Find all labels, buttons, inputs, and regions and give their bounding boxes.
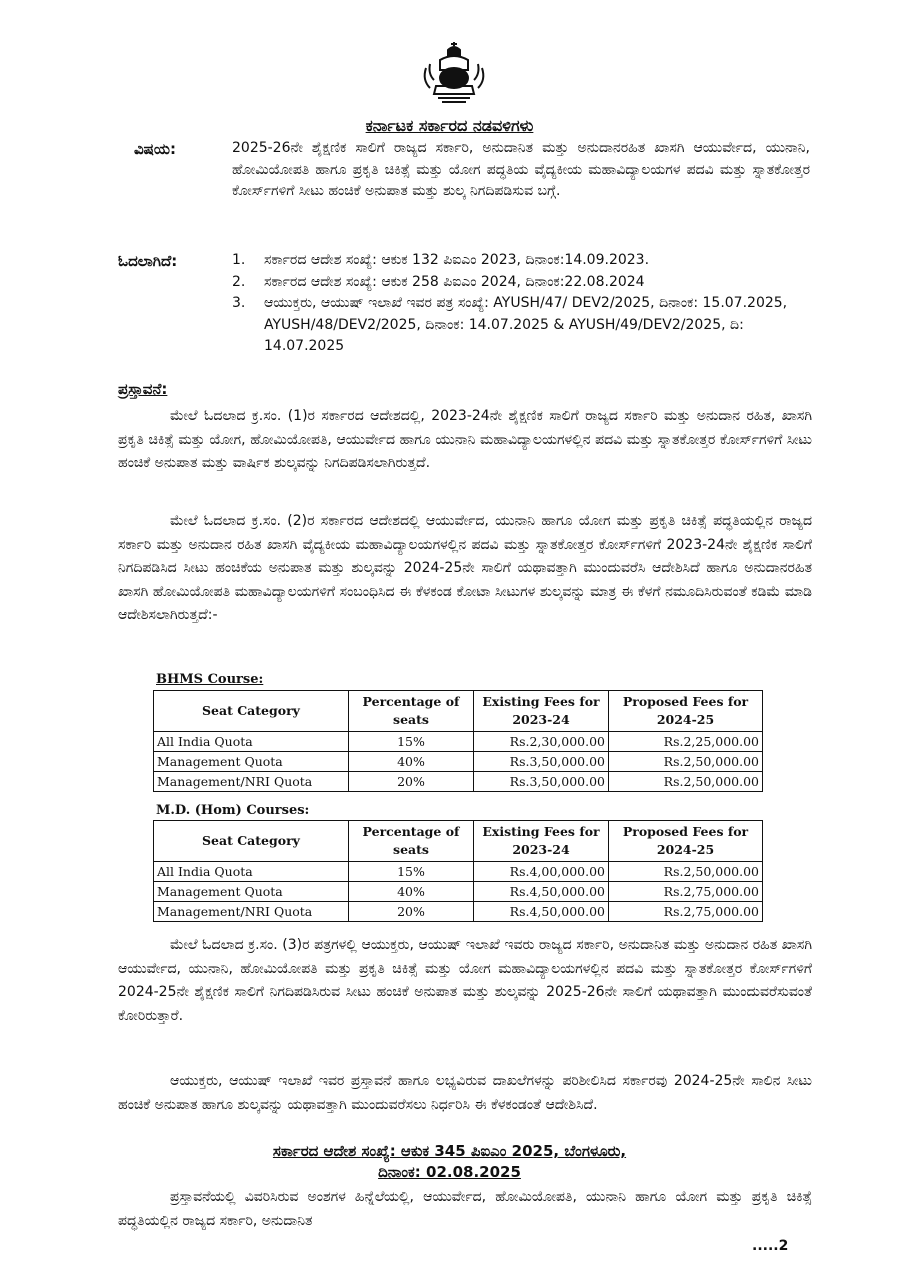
table-cell: All India Quota — [154, 862, 349, 882]
paragraph-text: ಮೇಲೆ ಓದಲಾದ ಕ್ರ.ಸಂ. (2)ರ ಸರ್ಕಾರದ ಆದೇಶದಲ್ಲಿ ಆಯುರ್ವೇದ, ಯುನಾನಿ ಹಾಗೂ ಯೋಗ ಮತ್ತು ಪ್ರಕೃತಿ ಚಿಕಿತ್ಸೆ ಪದ್ಧತಿಯಲ್ಲಿನ ರಾಜ್ಯದ ಸರ್ಕಾರಿ ಮತ್ತು ಅನುದಾನ ರಹಿತ ಖಾಸಗಿ ವೈದ್ಯಕೀಯ ಮಹಾವಿದ್ಯಾಲಯಗಳಲ್ಲಿನ ಪದವಿ ಮತ್ತು ಸ್ನಾತಕೋತ್ತರ ಕೋರ್ಸ್‌ಗಳಿಗೆ 2023-24ನೇ ಶೈಕ್ಷಣಿಕ ಸಾಲಿಗೆ ನಿಗದಿಪಡಿಸಿದ ಸೀಟು ಹಂಚಿಕೆಯ ಅನುಪಾತ ಮತ್ತು ಶುಲ್ಕವನ್ನು 2024-25ನೇ ಸಾಲಿಗೆ ಯಥಾವತ್ತಾಗಿ ಮುಂದುವರೆಸಿ ಆದೇಶಿಸಿದೆ ಹಾಗೂ ಅನುದಾನರಹಿತ ಖಾಸಗಿ ಹೋಮಿಯೋಪತಿ ಮಹಾವಿದ್ಯಾಲಯಗಳಿಗೆ ಸಂಬಂಧಿಸಿದ ಈ ಕೆಳಕಂಡ ಕೋಟಾ ಸೀಟುಗಳ ಶುಲ್ಕವನ್ನು ಮಾತ್ರ ಈ ಕೆಳಗೆ ನಮೂದಿಸಿರುವಂತೆ ಕಡಿಮೆ ಮಾಡಿ ಆದೇಶಿಸಲಾಗಿರುತ್ತದೆ:- — [118, 513, 812, 623]
column-header: Proposed Fees for 2024-25 — [609, 821, 763, 862]
reference-item — [232, 293, 812, 358]
column-header: Percentage of seats — [349, 691, 474, 732]
reference-text: ಸರ್ಕಾರದ ಆದೇಶ ಸಂಖ್ಯೆ: ಆಕುಕ 258 ಪಿಐಎಂ 2024, ದಿನಾಂಕ:22.08.2024 — [264, 273, 645, 290]
table-cell: Rs.2,50,000.00 — [609, 862, 763, 882]
reference-number: 2. — [232, 273, 246, 290]
table-row — [154, 772, 763, 792]
column-header: Existing Fees for 2023-24 — [474, 821, 609, 862]
table-row — [154, 882, 763, 902]
paragraph-text: ಪ್ರಸ್ತಾವನೆಯಲ್ಲಿ ವಿವರಿಸಿರುವ ಅಂಶಗಳ ಹಿನ್ನೆಲೆಯಲ್ಲಿ, ಆಯುರ್ವೇದ, ಹೋಮಿಯೋಪತಿ, ಯುನಾನಿ ಹಾಗೂ ಯೋಗ ಮತ್ತು ಪ್ರಕೃತಿ ಚಿಕಿತ್ಸೆ ಪದ್ಧತಿಯಲ್ಲಿನ ರಾಜ್ಯದ ಸರ್ಕಾರಿ, ಅನುದಾನಿತ — [118, 1189, 812, 1229]
table-cell: Rs.4,00,000.00 — [474, 862, 609, 882]
body-paragraph-3 — [118, 934, 812, 1028]
subject-label: ವಿಷಯ: — [134, 140, 176, 158]
table-cell: Rs.4,50,000.00 — [474, 902, 609, 922]
md-hom-fee-table — [153, 820, 763, 922]
reference-number: 3. — [232, 295, 246, 311]
table-cell: Management/NRI Quota — [154, 902, 349, 922]
reference-item — [232, 250, 812, 272]
order-number-heading: ಸರ್ಕಾರದ ಆದೇಶ ಸಂಖ್ಯೆ: ಆಕುಕ 345 ಪಿಐಎಂ 2025, ಬೆಂಗಳೂರು, — [272, 1142, 627, 1160]
table-cell: Rs.3,50,000.00 — [474, 772, 609, 792]
table-cell: Rs.2,25,000.00 — [609, 732, 763, 752]
bhms-table-title: BHMS Course: — [156, 672, 264, 687]
table-row — [154, 902, 763, 922]
reference-text: ಸರ್ಕಾರದ ಆದೇಶ ಸಂಖ್ಯೆ: ಆಕುಕ 132 ಪಿಐಎಂ 2023, ದಿನಾಂಕ:14.09.2023. — [264, 252, 650, 268]
table-row — [154, 862, 763, 882]
column-header: Existing Fees for 2023-24 — [474, 691, 609, 732]
table-cell: Rs.2,30,000.00 — [474, 732, 609, 752]
reference-text: ಆಯುಕ್ತರು, ಆಯುಷ್ ಇಲಾಖೆ ಇವರ ಪತ್ರ ಸಂಖ್ಯೆ: AYUSH/47/ DEV2/2025, ದಿನಾಂಕ: 15.07.2025, AYUSH/48/DEV2/2025, ದಿನಾಂಕ: 14.07.2025 & AYUSH/49/DEV2/2025, ದಿ: 14.07.2025 — [264, 295, 788, 354]
karnataka-emblem-icon — [418, 40, 490, 106]
preamble-paragraph-2 — [118, 510, 812, 628]
document-title: ಕರ್ನಾಟಕ ಸರ್ಕಾರದ ನಡವಳಿಗಳು — [365, 116, 534, 135]
bhms-fee-table — [153, 690, 763, 792]
table-cell: All India Quota — [154, 732, 349, 752]
references-list — [232, 250, 812, 358]
table-cell: 40% — [349, 882, 474, 902]
table-cell: Management Quota — [154, 882, 349, 902]
table-cell: Rs.2,50,000.00 — [609, 752, 763, 772]
references-label: ಓದಲಾಗಿದೆ: — [118, 252, 178, 270]
md-hom-table-title: M.D. (Hom) Courses: — [156, 803, 310, 818]
table-cell: Management Quota — [154, 752, 349, 772]
column-header: Percentage of seats — [349, 821, 474, 862]
table-cell: 15% — [349, 862, 474, 882]
body-paragraph-5 — [118, 1186, 812, 1233]
table-row — [154, 752, 763, 772]
table-cell: Management/NRI Quota — [154, 772, 349, 792]
reference-number: 1. — [232, 252, 246, 268]
preamble-paragraph-1 — [118, 405, 812, 476]
reference-item — [232, 272, 812, 294]
table-cell: 20% — [349, 772, 474, 792]
table-cell: 40% — [349, 752, 474, 772]
table-cell: Rs.2,75,000.00 — [609, 882, 763, 902]
table-row — [154, 732, 763, 752]
table-cell: Rs.4,50,000.00 — [474, 882, 609, 902]
table-cell: Rs.3,50,000.00 — [474, 752, 609, 772]
table-cell: 20% — [349, 902, 474, 922]
table-cell: Rs.2,50,000.00 — [609, 772, 763, 792]
column-header: Seat Category — [154, 691, 349, 732]
body-paragraph-4 — [118, 1070, 812, 1117]
paragraph-text: ಮೇಲೆ ಓದಲಾದ ಕ್ರ.ಸಂ. (3)ರ ಪತ್ರಗಳಲ್ಲಿ ಆಯುಕ್ತರು, ಆಯುಷ್ ಇಲಾಖೆ ಇವರು ರಾಜ್ಯದ ಸರ್ಕಾರಿ, ಅನುದಾನಿತ ಮತ್ತು ಅನುದಾನ ರಹಿತ ಖಾಸಗಿ ಆಯುರ್ವೇದ, ಯುನಾನಿ, ಹೋಮಿಯೋಪತಿ ಮತ್ತು ಪ್ರಕೃತಿ ಚಿಕಿತ್ಸೆ ಮತ್ತು ಯೋಗ ಮಹಾವಿದ್ಯಾಲಯಗಳಲ್ಲಿನ ಪದವಿ ಮತ್ತು ಸ್ನಾತಕೋತ್ತರ ಕೋರ್ಸ್‌ಗಳಿಗೆ 2024-25ನೇ ಶೈಕ್ಷಣಿಕ ಸಾಲಿಗೆ ನಿಗದಿಪಡಿಸಿರುವ ಸೀಟು ಹಂಚಿಕೆ ಅನುಪಾತ ಮತ್ತು ಶುಲ್ಕವನ್ನು 2025-26ನೇ ಸಾಲಿಗೆ ಯಥಾವತ್ತಾಗಿ ಮುಂದುವರೆಸುವಂತೆ ಕೋರಿರುತ್ತಾರೆ. — [118, 937, 812, 1024]
paragraph-text: ಆಯುಕ್ತರು, ಆಯುಷ್ ಇಲಾಖೆ ಇವರ ಪ್ರಸ್ತಾವನೆ ಹಾಗೂ ಲಭ್ಯವಿರುವ ದಾಖಲೆಗಳನ್ನು ಪರಿಶೀಲಿಸಿದ ಸರ್ಕಾರವು 2024-25ನೇ ಸಾಲಿನ ಸೀಟು ಹಂಚಿಕೆ ಅನುಪಾತ ಹಾಗೂ ಶುಲ್ಕವನ್ನು ಯಥಾವತ್ತಾಗಿ ಮುಂದುವರೆಸಲು ನಿರ್ಧರಿಸಿ ಈ ಕೆಳಕಂಡಂತೆ ಆದೇಶಿಸಿದೆ. — [118, 1073, 812, 1113]
preamble-heading: ಪ್ರಸ್ತಾವನೆ: — [118, 380, 168, 398]
table-cell: Rs.2,75,000.00 — [609, 902, 763, 922]
paragraph-text: ಮೇಲೆ ಓದಲಾದ ಕ್ರ.ಸಂ. (1)ರ ಸರ್ಕಾರದ ಆದೇಶದಲ್ಲಿ, 2023-24ನೇ ಶೈಕ್ಷಣಿಕ ಸಾಲಿಗೆ ರಾಜ್ಯದ ಸರ್ಕಾರಿ ಮತ್ತು ಅನುದಾನ ರಹಿತ, ಖಾಸಗಿ ಪ್ರಕೃತಿ ಚಿಕಿತ್ಸೆ ಮತ್ತು ಯೋಗ, ಹೋಮಿಯೋಪತಿ, ಆಯುರ್ವೇದ ಹಾಗೂ ಯುನಾನಿ ಮಹಾವಿದ್ಯಾಲಯಗಳಲ್ಲಿನ ಪದವಿ ಮತ್ತು ಸ್ನಾತಕೋತ್ತರ ಕೋರ್ಸ್‌ಗಳಿಗೆ ಸೀಟು ಹಂಚಿಕೆ ಅನುಪಾತ ಮತ್ತು ವಾರ್ಷಿಕ ಶುಲ್ಕವನ್ನು ನಿಗದಿಪಡಿಸಲಾಗಿರುತ್ತದೆ. — [118, 408, 812, 471]
table-cell: 15% — [349, 732, 474, 752]
column-header: Proposed Fees for 2024-25 — [609, 691, 763, 732]
order-date-heading: ದಿನಾಂಕ: 02.08.2025 — [378, 1163, 521, 1181]
subject-text: 2025-26ನೇ ಶೈಕ್ಷಣಿಕ ಸಾಲಿಗೆ ರಾಜ್ಯದ ಸರ್ಕಾರಿ, ಅನುದಾನಿತ ಮತ್ತು ಅನುದಾನರಹಿತ ಖಾಸಗಿ ಆಯುರ್ವೇದ, ಯುನಾನಿ, ಹೋಮಿಯೋಪತಿ ಹಾಗೂ ಪ್ರಕೃತಿ ಚಿಕಿತ್ಸೆ ಮತ್ತು ಯೋಗ ಪದ್ಧತಿಯ ವೈದ್ಯಕೀಯ ಮಹಾವಿದ್ಯಾಲಯಗಳ ಪದವಿ ಮತ್ತು ಸ್ನಾತಕೋತ್ತರ ಕೋರ್ಸ್‌ಗಳಿಗೆ ಸೀಟು ಹಂಚಿಕೆ ಅನುಪಾತ ಮತ್ತು ಶುಲ್ಕ ನಿಗದಿಪಡಿಸುವ ಬಗ್ಗೆ. — [232, 140, 810, 199]
page-continuation-marker: .....2 — [752, 1238, 789, 1254]
column-header: Seat Category — [154, 821, 349, 862]
